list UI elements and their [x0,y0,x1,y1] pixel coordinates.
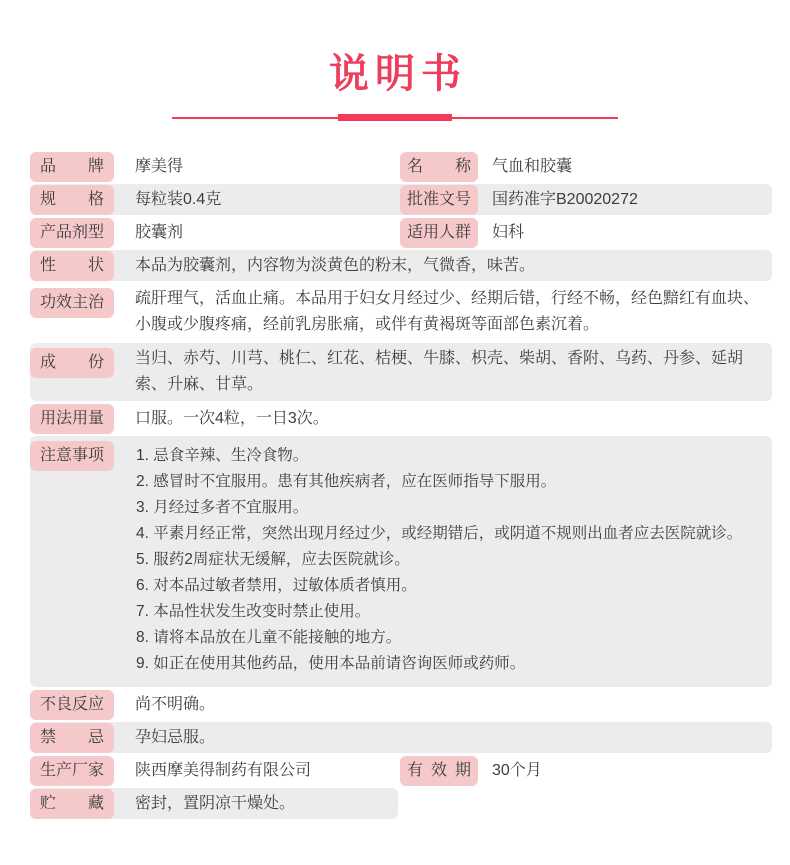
dosage-form-cell [30,218,400,248]
manufacturer-label: 生产厂家 [30,756,114,786]
precaution-item: 8. 请将本品放在儿童不能接触的地方。 [136,629,402,646]
ingredients-label: 成份 [30,348,114,378]
brand-cell [30,152,400,182]
name-label: 名称 [400,152,478,182]
adverse-reactions-label: 不良反应 [30,690,114,720]
precaution-item: 3. 月经过多者不宜服用。 [136,499,309,516]
manufacturer-cell [30,756,400,786]
precaution-item: 2. 感冒时不宜服用。患有其他疾病者，应在医师指导下服用。 [136,473,557,490]
name-cell [400,152,572,182]
precaution-item: 1. 忌食辛辣、生冷食物。 [136,447,309,464]
spec-approval-row [30,184,772,215]
approval-cell [400,185,638,215]
contraindications-label: 禁忌 [30,723,114,753]
precaution-item: 7. 本品性状发生改变时禁止使用。 [136,603,371,620]
validity-label: 有效期 [400,756,478,786]
spec-cell [30,185,400,215]
indications-value: 疏肝理气，活血止痛。本品用于妇女月经过少、经期后错，行经不畅，经色黯红有血块、小腹或少腹疼痛，经前乳房胀痛，或伴有黄褐斑等面部色素沉着。 [135,290,760,333]
manufacturer-validity-row [30,755,772,786]
page-title: 说明书 [329,51,467,96]
target-group-cell [400,218,524,248]
name-value: 气血和胶囊 [492,157,573,175]
ingredients-row [30,343,772,401]
indications-row [30,283,772,341]
divider-thick-bar [338,114,452,121]
usage-dosage-label: 用法用量 [30,404,114,434]
contraindications-row [30,722,772,753]
validity-cell [400,756,542,786]
storage-row [30,788,398,819]
adverse-reactions-value: 尚不明确。 [135,695,216,713]
adverse-reactions-row [30,689,772,720]
approval-label: 批准文号 [400,185,478,215]
spec-value: 每粒装0.4克 [135,190,222,208]
validity-value: 30个月 [492,761,542,779]
usage-dosage-row [30,403,772,434]
brand-label: 品牌 [30,152,114,182]
precaution-item: 9. 如正在使用其他药品，使用本品前请咨询医师或药师。 [136,655,526,672]
dosage-form-label: 产品剂型 [30,218,114,248]
precautions-list [136,438,742,684]
usage-dosage-value: 口服。一次4粒，一日3次。 [135,409,329,427]
info-table [30,151,772,819]
indications-label: 功效主治 [30,288,114,318]
contraindications-value: 孕妇忌服。 [135,728,216,746]
storage-value: 密封，置阴凉干燥处。 [135,794,296,812]
target-group-label: 适用人群 [400,218,478,248]
traits-label: 性状 [30,251,114,281]
precaution-item: 5. 服药2周症状无缓解，应去医院就诊。 [136,551,410,568]
brand-value: 摩美得 [135,157,184,175]
title-divider [172,114,618,121]
manufacturer-value: 陕西摩美得制药有限公司 [135,761,312,779]
precaution-item: 6. 对本品过敏者禁用，过敏体质者慎用。 [136,577,417,594]
approval-value: 国药准字B20020272 [492,190,638,208]
instruction-sheet [0,42,790,819]
precaution-item: 4. 平素月经正常，突然出现月经过少，或经期错后，或阴道不规则出血者应去医院就诊。 [136,525,743,542]
spec-label: 规格 [30,185,114,215]
target-group-value: 妇科 [492,223,525,241]
precautions-label: 注意事项 [30,441,114,471]
dosage-form-value: 胶囊剂 [135,223,184,241]
precautions-row [30,436,772,687]
form-group-row [30,217,772,248]
storage-label: 贮藏 [30,789,114,819]
brand-name-row [30,151,772,182]
ingredients-value: 当归、赤芍、川芎、桃仁、红花、桔梗、牛膝、枳壳、柴胡、香附、乌药、丹参、延胡索、升麻、甘草。 [135,350,744,393]
traits-row [30,250,772,281]
traits-value: 本品为胶囊剂，内容物为淡黄色的粉末，气微香，味苦。 [135,256,536,274]
